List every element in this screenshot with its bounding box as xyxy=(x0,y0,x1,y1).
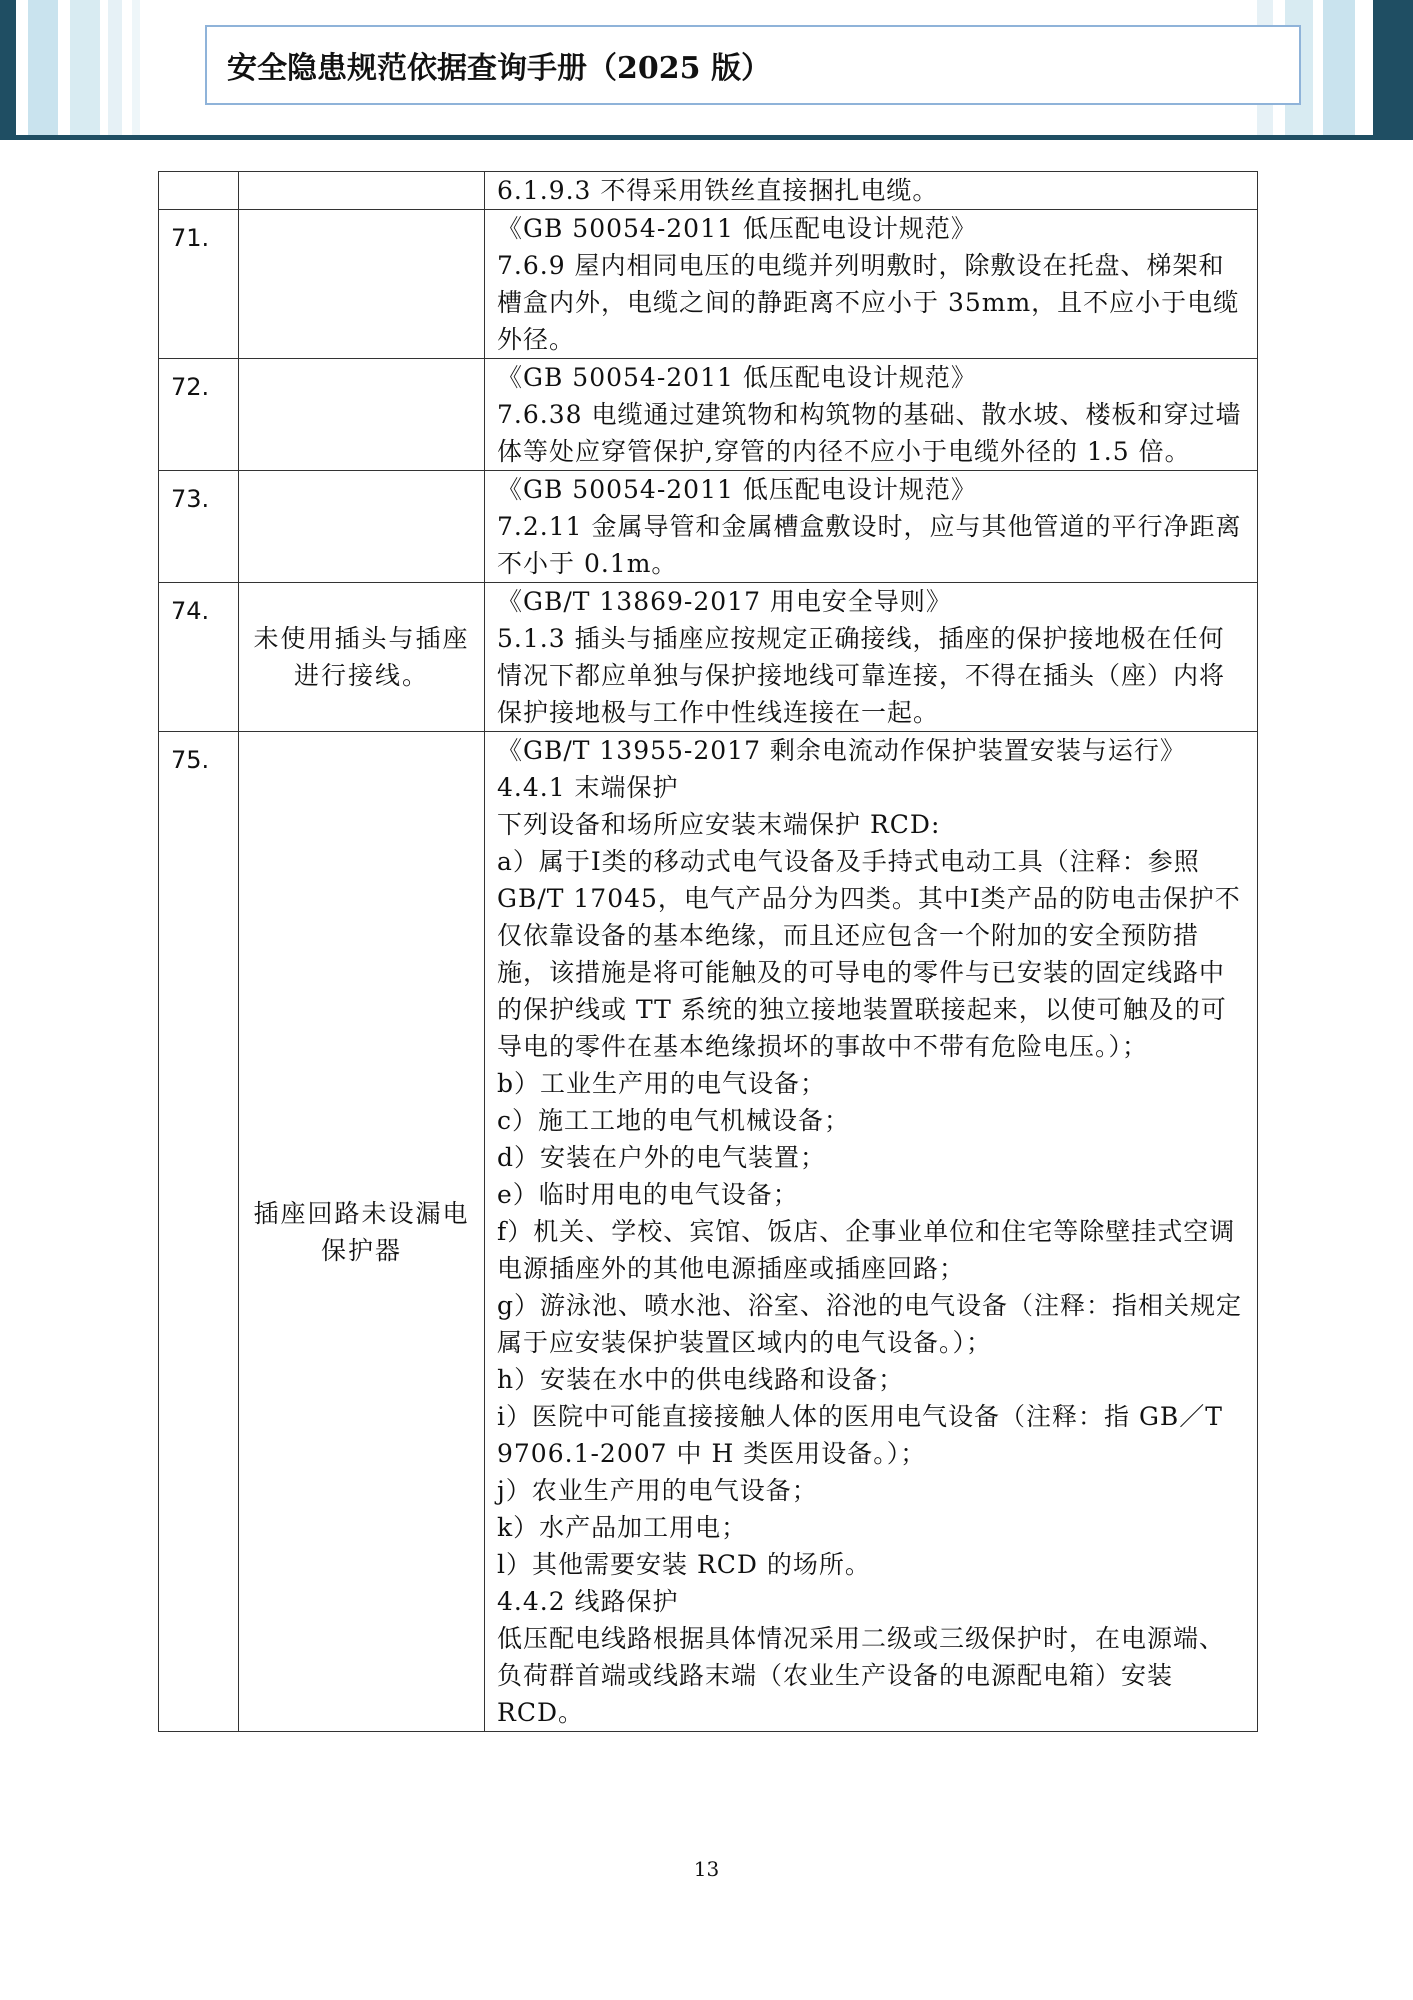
header-decor-stripe xyxy=(1323,0,1355,138)
basis-line: 7.2.11 金属导管和金属槽盒敷设时，应与其他管道的平行净距离不小于 0.1m。 xyxy=(497,512,1242,578)
basis-line: k）水产品加工用电； xyxy=(497,1513,748,1542)
hazard-table xyxy=(158,171,1258,1732)
row-number xyxy=(159,172,239,210)
basis-line: 7.6.38 电缆通过建筑物和构筑物的基础、散水坡、楼板和穿过墙体等处应穿管保护,穿管的内径不应小于电缆外径的 1.5 倍。 xyxy=(497,400,1242,466)
header-decor-stripe xyxy=(0,0,16,138)
table-row xyxy=(159,471,1258,583)
hazard-description xyxy=(239,359,485,471)
basis-cell xyxy=(485,583,1258,732)
basis-line: i）医院中可能直接接触人体的医用电气设备（注释：指 GB／T 9706.1-2007 中 H 类医用设备。）； xyxy=(497,1402,1223,1468)
basis-line: 6.1.9.3 不得采用铁丝直接捆扎电缆。 xyxy=(497,176,939,205)
hazard-description: 未使用插头与插座进行接线。 xyxy=(239,583,485,732)
header-decor-stripe xyxy=(70,0,100,138)
basis-line: d）安装在户外的电气装置； xyxy=(497,1143,827,1172)
header-title-box xyxy=(205,25,1301,105)
basis-cell xyxy=(485,172,1258,210)
header-decor-stripe xyxy=(28,0,58,138)
hazard-description: 插座回路未设漏电保护器 xyxy=(239,732,485,1732)
page-number: 13 xyxy=(693,1857,720,1881)
basis-line: 《GB/T 13955-2017 剩余电流动作保护装置安装与运行》 xyxy=(497,736,1186,765)
table-row xyxy=(159,732,1258,1732)
basis-line: 4.4.1 末端保护 xyxy=(497,773,679,802)
basis-line: g）游泳池、喷水池、浴室、浴池的电气设备（注释：指相关规定属于应安装保护装置区域内的电气设备。）； xyxy=(497,1291,1243,1357)
basis-cell xyxy=(485,471,1258,583)
basis-line: c）施工工地的电气机械设备； xyxy=(497,1106,851,1135)
hazard-description xyxy=(239,210,485,359)
header-decor-stripe xyxy=(108,0,122,138)
hazard-description xyxy=(239,471,485,583)
header-decor-stripe xyxy=(1373,0,1413,138)
row-number: 72. xyxy=(159,359,239,471)
basis-line: 7.6.9 屋内相同电压的电缆并列明敷时，除敷设在托盘、梯架和槽盒内外，电缆之间的静距离不应小于 35mm，且不应小于电缆外径。 xyxy=(497,251,1240,354)
basis-line: h）安装在水中的供电线路和设备； xyxy=(497,1365,905,1394)
basis-line: f）机关、学校、宾馆、饭店、企事业单位和住宅等除壁挂式空调电源插座外的其他电源插座或插座回路； xyxy=(497,1217,1236,1283)
basis-line: 5.1.3 插头与插座应按规定正确接线，插座的保护接地极在任何情况下都应单独与保护接地线可靠连接，不得在插头（座）内将保护接地极与工作中性线连接在一起。 xyxy=(497,624,1226,727)
basis-line: 《GB 50054-2011 低压配电设计规范》 xyxy=(497,363,977,392)
row-number: 73. xyxy=(159,471,239,583)
basis-line: a）属于Ⅰ类的移动式电气设备及手持式电动工具（注释：参照 GB/T 17045，电气产品分为四类。其中Ⅰ类产品的防电击保护不仅依靠设备的基本绝缘，而且还应包含一个附加的安全预防措施，该措施是将可能触及的可导电的零件与已安装的固定线路中的保护线或 TT 系统的独立接地装置联接起来，以使可触及的可导电的零件在基本绝缘损坏的事故中不带有危险电压。）； xyxy=(497,847,1241,1061)
basis-line: 《GB 50054-2011 低压配电设计规范》 xyxy=(497,475,977,504)
row-number: 71. xyxy=(159,210,239,359)
basis-line: 《GB/T 13869-2017 用电安全导则》 xyxy=(497,587,952,616)
basis-cell xyxy=(485,359,1258,471)
row-number: 74. xyxy=(159,583,239,732)
header-decor-stripe xyxy=(132,0,140,138)
basis-line: j）农业生产用的电气设备； xyxy=(497,1476,818,1505)
table-row xyxy=(159,172,1258,210)
basis-cell xyxy=(485,732,1258,1732)
header-rule xyxy=(0,135,1413,140)
basis-line: 《GB 50054-2011 低压配电设计规范》 xyxy=(497,214,977,243)
basis-line: e）临时用电的电气设备； xyxy=(497,1180,799,1209)
basis-line: 低压配电线路根据具体情况采用二级或三级保护时，在电源端、负荷群首端或线路末端（农业生产设备的电源配电箱）安装 RCD。 xyxy=(497,1624,1226,1727)
table-row xyxy=(159,210,1258,359)
hazard-description xyxy=(239,172,485,210)
basis-cell xyxy=(485,210,1258,359)
table-row xyxy=(159,583,1258,732)
basis-line: 下列设备和场所应安装末端保护 RCD: xyxy=(497,810,941,839)
basis-line: l）其他需要安装 RCD 的场所。 xyxy=(497,1550,871,1579)
page-title: 安全隐患规范依据查询手册（2025 版） xyxy=(227,51,771,86)
row-number: 75. xyxy=(159,732,239,1732)
basis-line: 4.4.2 线路保护 xyxy=(497,1587,679,1616)
basis-line: b）工业生产用的电气设备； xyxy=(497,1069,827,1098)
table-row xyxy=(159,359,1258,471)
